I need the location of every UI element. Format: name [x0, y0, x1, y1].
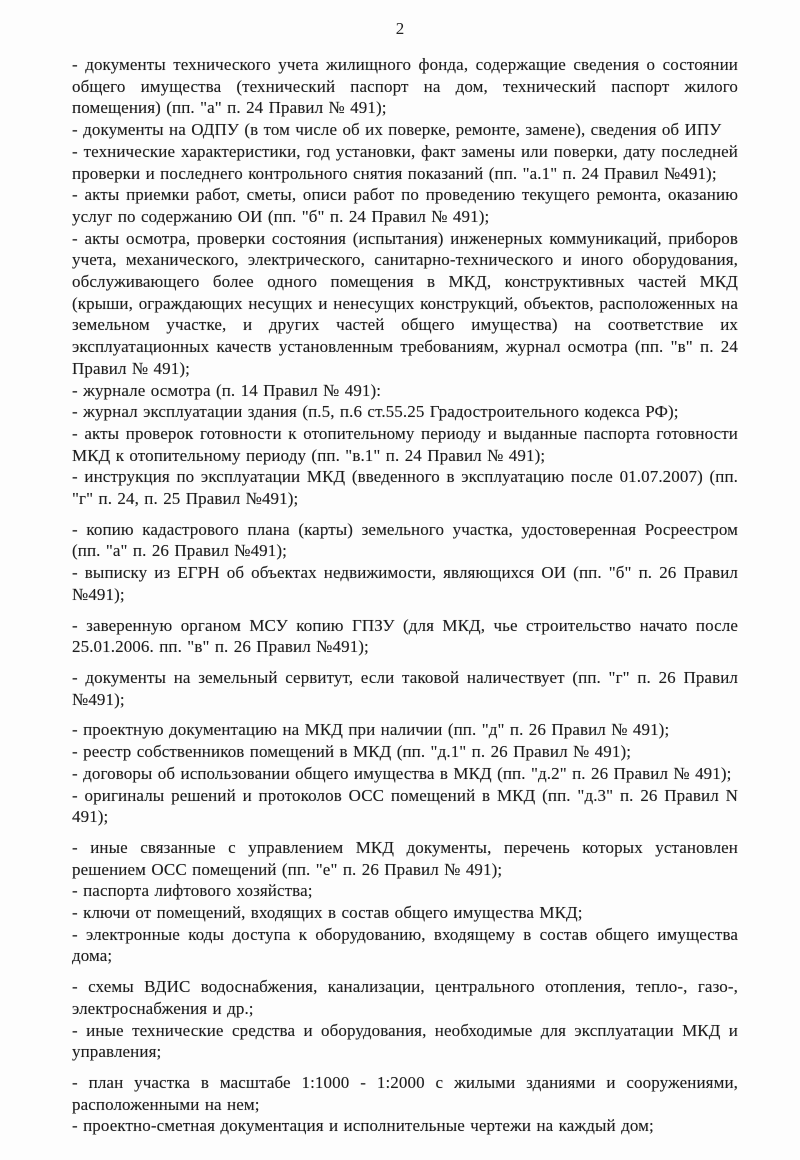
list-item: - заверенную органом МСУ копию ГПЗУ (для МКД, чье строительство начато после 25.01.2006. пп. "в" п. 26 Правил №491);	[72, 615, 738, 657]
list-item: - реестр собственников помещений в МКД (пп. "д.1" п. 26 Правил № 491);	[72, 742, 632, 762]
list-item: - электронные коды доступа к оборудованию, входящему в состав общего имущества дома;	[72, 924, 738, 966]
list-item: - выписку из ЕГРН об объектах недвижимости, являющихся ОИ (пп. "б" п. 26 Правил №491);	[72, 563, 738, 604]
list-item: - иные связанные с управлением МКД документы, перечень которых установлен решением ОСС помещений (пп. "е" п. 26 Правил № 491);	[72, 837, 738, 879]
list-item: - проектную документацию на МКД при наличии (пп. "д" п. 26 Правил № 491);	[72, 720, 670, 740]
page-number: 2	[395, 19, 405, 38]
list-item: - план участка в масштабе 1:1000 - 1:2000 с жилыми зданиями и сооружениями, расположенными на нем;	[72, 1072, 738, 1114]
list-item: - акты проверок готовности к отопительному периоду и выданные паспорта готовности МКД к отопительному периоду (пп. "в.1" п. 24 Правил № 491);	[72, 423, 738, 465]
list-item: - договоры об использовании общего имущества в МКД (пп. "д.2" п. 26 Правил № 491);	[72, 763, 732, 783]
list-item: - документы на земельный сервитут, если таковой наличествует (пп. "г" п. 26 Правил №491);	[72, 667, 738, 709]
list-item: - ключи от помещений, входящих в состав общего имущества МКД;	[72, 903, 583, 923]
list-item: - инструкция по эксплуатации МКД (введенного в эксплуатацию после 01.07.2007) (пп. "г" п. 24, п. 25 Правил №491);	[72, 467, 738, 509]
list-item: - акты приемки работ, сметы, описи работ по проведению текущего ремонта, оказанию услуг по содержанию ОИ (пп. "б" п. 24 Правил № 491);	[72, 185, 738, 226]
list-item: - схемы ВДИС водоснабжения, канализации, центрального отопления, тепло-, газо-, электроснабжения и др.;	[72, 977, 738, 1018]
list-item: - журнал эксплуатации здания (п.5, п.6 ст.55.25 Градостроительного кодекса РФ);	[72, 402, 679, 422]
list-item: - журнале осмотра (п. 14 Правил № 491):	[72, 380, 382, 400]
list-item: - паспорта лифтового хозяйства;	[72, 881, 313, 901]
list-item: - акты осмотра, проверки состояния (испытания) инженерных коммуникаций, приборов учета, механического, электрического, санитарно-технического и иного оборудования, обслуживающего более одного помещения в МКД, конструктивных частей МКД (крыши, ограждающих несущих и ненесущих конструкций, объектов, расположенных на земельном участке, и других частей общего имущества) на соответствие их эксплуатационных качеств установленным требованиям, журнал осмотра (пп. "в" п. 24 Правил № 491);	[72, 228, 738, 378]
list-item: - иные технические средства и оборудования, необходимые для эксплуатации МКД и управления;	[72, 1020, 738, 1062]
list-item: - проектно-сметная документация и исполнительные чертежи на каждый дом;	[72, 1116, 654, 1136]
document-body	[0, 39, 800, 1137]
list-item: - документы на ОДПУ (в том числе об их поверке, ремонте, замене), сведения об ИПУ	[72, 120, 722, 140]
list-item: - документы технического учета жилищного фонда, содержащие сведения о состоянии общего имущества (технический паспорт на дом, технический паспорт жилого помещения) (пп. "а" п. 24 Правил № 491);	[72, 55, 738, 118]
list-item: - копию кадастрового плана (карты) земельного участка, удостоверенная Росреестром (пп. "а" п. 26 Правил №491);	[72, 519, 738, 561]
list-item: - оригиналы решений и протоколов ОСС помещений в МКД (пп. "д.3" п. 26 Правил N 491);	[72, 785, 738, 827]
list-item: - технические характеристики, год установки, факт замены или поверки, дату последней проверки и последнего контрольного снятия показаний (пп. "а.1" п. 24 Правил №491);	[72, 141, 738, 183]
